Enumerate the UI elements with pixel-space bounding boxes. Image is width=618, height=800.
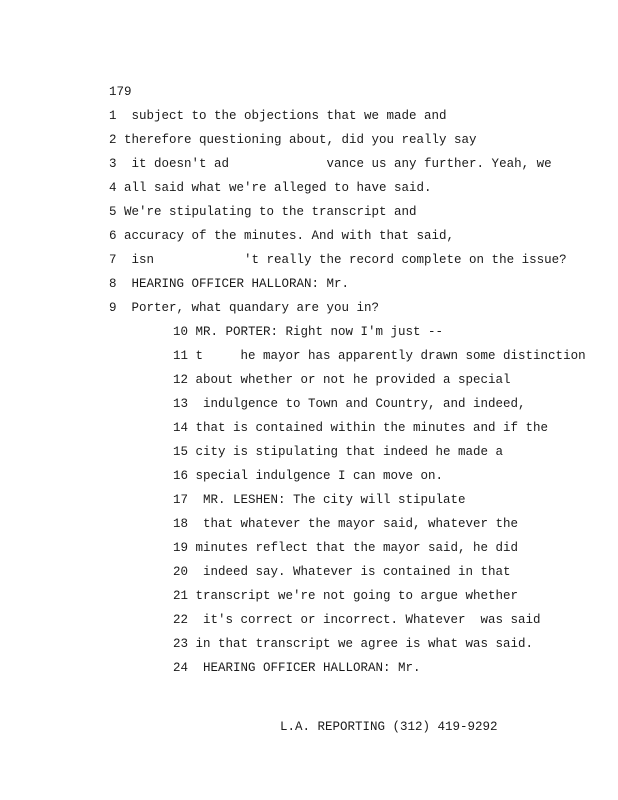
transcript-line-17: 17 MR. LESHEN: The city will stipulate xyxy=(173,493,466,507)
transcript-line-3: 3 it doesn't ad vance us any further. Yeah, we xyxy=(109,157,552,171)
transcript-line-1: 1 subject to the objections that we made and xyxy=(109,109,447,123)
transcript-line-13: 13 indulgence to Town and Country, and indeed, xyxy=(173,397,526,411)
transcript-line-10: 10 MR. PORTER: Right now I'm just -- xyxy=(173,325,444,339)
transcript-line-2: 2 therefore questioning about, did you really say xyxy=(109,133,477,147)
transcript-line-19: 19 minutes reflect that the mayor said, he did xyxy=(173,541,519,555)
transcript-line-8: 8 HEARING OFFICER HALLORAN: Mr. xyxy=(109,277,350,291)
transcript-line-11: 11 t he mayor has apparently drawn some distinction xyxy=(173,349,586,363)
transcript-line-6: 6 accuracy of the minutes. And with that said, xyxy=(109,229,455,243)
transcript-line-7: 7 isn 't really the record complete on the issue? xyxy=(109,253,567,267)
transcript-line-5: 5 We're stipulating to the transcript and xyxy=(109,205,417,219)
transcript-line-24: 24 HEARING OFFICER HALLORAN: Mr. xyxy=(173,661,421,675)
transcript-line-22: 22 it's correct or incorrect. Whatever was said xyxy=(173,613,541,627)
transcript-line-23: 23 in that transcript we agree is what was said. xyxy=(173,637,534,651)
transcript-line-4: 4 all said what we're alleged to have said. xyxy=(109,181,432,195)
transcript-line-21: 21 transcript we're not going to argue whether xyxy=(173,589,519,603)
reporter-footer: L.A. REPORTING (312) 419-9292 xyxy=(280,720,498,734)
transcript-line-15: 15 city is stipulating that indeed he made a xyxy=(173,445,504,459)
transcript-line-16: 16 special indulgence I can move on. xyxy=(173,469,444,483)
transcript-line-12: 12 about whether or not he provided a special xyxy=(173,373,511,387)
transcript-line-14: 14 that is contained within the minutes and if the xyxy=(173,421,549,435)
transcript-line-9: 9 Porter, what quandary are you in? xyxy=(109,301,380,315)
transcript-line-18: 18 that whatever the mayor said, whatever the xyxy=(173,517,519,531)
page-number: 179 xyxy=(109,85,132,99)
transcript-line-20: 20 indeed say. Whatever is contained in that xyxy=(173,565,511,579)
